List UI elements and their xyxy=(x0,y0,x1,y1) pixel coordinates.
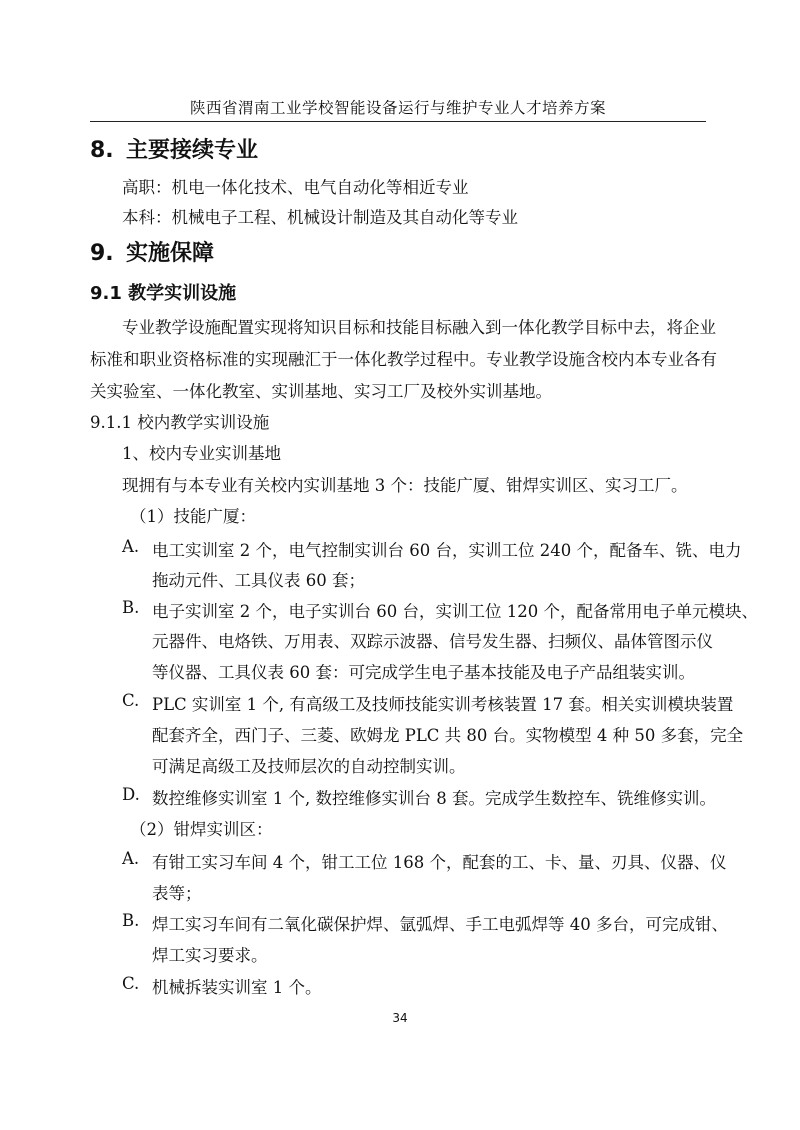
section-8-line: 本科：机械电子工程、机械设计制造及其自动化等专业 xyxy=(122,208,518,227)
list-marker: A. xyxy=(122,537,140,556)
list-item-line: 可满足高级工及技师层次的自动控制实训。 xyxy=(152,757,466,776)
subsection-9-1-1-heading: 9.1.1 校内教学实训设施 xyxy=(90,413,270,432)
list-item-line: 配套齐全，西门子、三菱、欧姆龙 PLC 共 80 台。实物模型 4 种 50 多套，完全 xyxy=(152,726,744,745)
list-item-line: 焊工实习车间有二氧化碳保护焊、氩弧焊、手工电弧焊等 40 多台，可完成钳、 xyxy=(152,915,728,934)
intro-line: 专业教学设施配置实现将知识目标和技能目标融入到一体化教学目标中去，将企业 xyxy=(122,318,716,337)
item-1-title: 1、校内专业实训基地 xyxy=(122,444,281,463)
list-marker: C. xyxy=(122,974,140,993)
section-9-number: 9. xyxy=(90,241,114,266)
section-8-heading xyxy=(90,133,258,164)
running-header: 陕西省渭南工业学校智能设备运行与维护专业人才培养方案 xyxy=(189,99,606,117)
list-item-line: 等仪器、工具仪表 60 套：可完成学生电子基本技能及电子产品组装实训。 xyxy=(152,663,695,682)
list-marker: B. xyxy=(122,911,140,930)
list-item-line: 焊工实习要求。 xyxy=(152,946,268,965)
section-8-number: 8. xyxy=(90,138,114,163)
list-item-line: 元器件、电烙铁、万用表、双踪示波器、信号发生器、扫频仪、晶体管图示仪 xyxy=(152,632,713,651)
subsection-9-1-heading: 9.1 教学实训设施 xyxy=(90,283,237,304)
list-item-line: 表等； xyxy=(152,884,202,903)
item-1-description: 现拥有与本专业有关校内实训基地 3 个：技能广厦、钳焊实训区、实习工厂。 xyxy=(122,476,688,495)
intro-line: 关实验室、一体化教室、实训基地、实习工厂及校外实训基地。 xyxy=(90,382,552,401)
list-marker: B. xyxy=(122,598,140,617)
list-item-line: 拖动元件、工具仪表 60 套； xyxy=(152,571,365,590)
group-1-title: （1）技能广厦： xyxy=(130,507,256,526)
section-9-title: 实施保障 xyxy=(126,241,215,266)
section-8-title: 主要接续专业 xyxy=(126,138,259,163)
list-item-line: 电工实训室 2 个，电气控制实训台 60 台，实训工位 240 个，配备车、铣、电力 xyxy=(152,541,742,560)
header-rule xyxy=(90,121,706,122)
list-item-line: PLC 实训室 1 个, 有高级工及技师技能实训考核装置 17 套。相关实训模块装置 xyxy=(152,695,734,714)
list-item-line: 机械拆装实训室 1 个。 xyxy=(152,978,322,997)
page-number: 34 xyxy=(392,1011,408,1025)
section-8-line: 高职：机电一体化技术、电气自动化等相近专业 xyxy=(122,178,469,197)
section-9-heading xyxy=(90,236,214,267)
group-2-title: （2）钳焊实训区： xyxy=(130,820,273,839)
list-marker: A. xyxy=(122,849,140,868)
list-item-line: 有钳工实习车间 4 个，钳工工位 168 个，配套的工、卡、量、刃具、仪器、仪 xyxy=(152,853,727,872)
list-marker: D. xyxy=(122,785,140,804)
list-item-line: 电子实训室 2 个，电子实训台 60 台，实训工位 120 个，配备常用电子单元模块、 xyxy=(152,602,758,621)
intro-line: 标准和职业资格标准的实现融汇于一体化教学过程中。专业教学设施含校内本专业各有 xyxy=(90,350,717,369)
list-item-line: 数控维修实训室 1 个, 数控维修实训台 8 套。完成学生数控车、铣维修实训。 xyxy=(152,789,716,808)
list-marker: C. xyxy=(122,691,140,710)
